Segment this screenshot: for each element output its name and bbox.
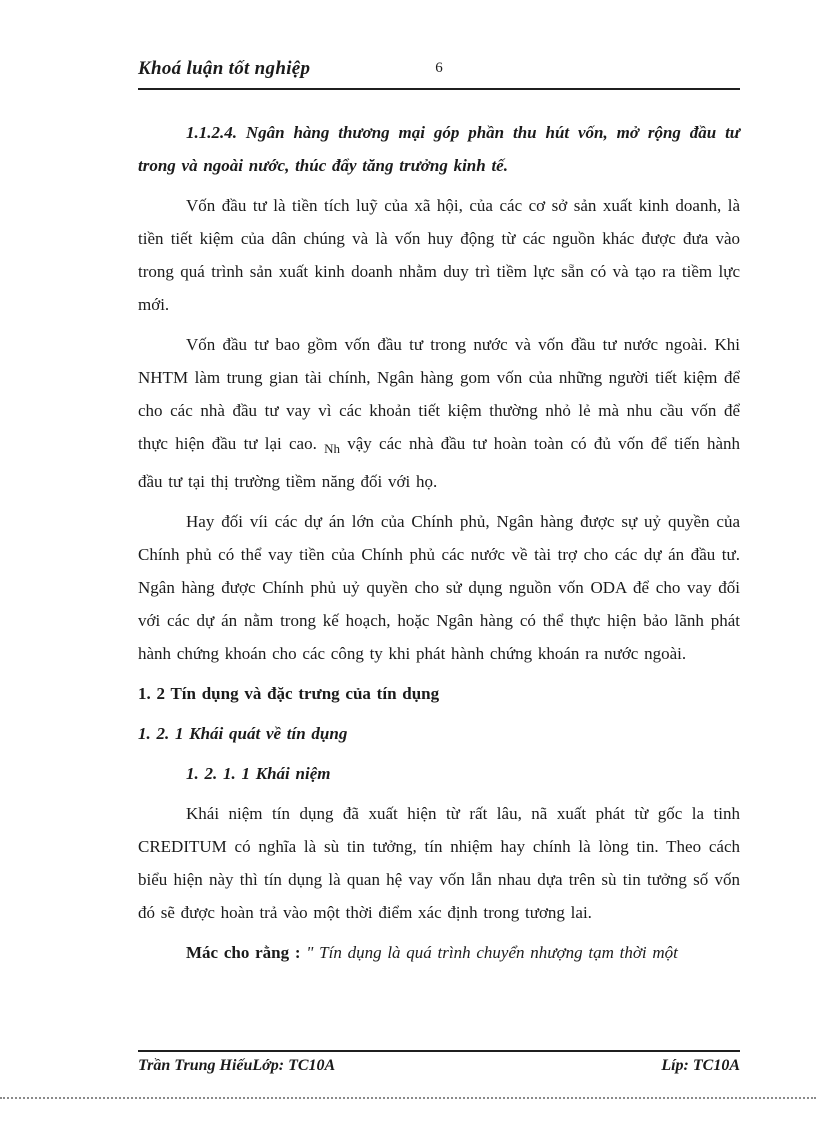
page-footer [138,1050,740,1075]
paragraph-text-before: Vốn đầu tư bao gồm vốn đầu tư trong nước và vốn đầu tư nước ngoài. Khi NHTM làm trung gian tài chính, Ngân hàng gom vốn của những người tiết kiệm để cho các nhà đầu tư vay vì các khoản tiết kiệm thường nhỏ lẻ mà nhu cầu vốn để thực hiện đầu tư lại cao. [138,335,740,453]
page-number: 6 [435,60,443,76]
heading-1-2-1-1: 1. 2. 1. 1 Khái niệm [186,764,331,783]
paragraph-quote-italic: " Tín dụng là quá trình chuyển nhượng tạm thời một [306,943,678,962]
footer-author: Trần Trung HiếuLớp: TC10A [138,1057,336,1074]
paragraph-khai-niem-tin-dung [138,797,740,929]
bottom-dotted-rule [0,1097,816,1099]
paragraph-lead-bold: Mác cho rằng : [186,943,307,962]
inline-small-text: Nh [324,441,340,456]
paragraph-von-dau-tu-dinh-nghia [138,189,740,321]
paragraph-du-an-chinh-phu [138,505,740,670]
paragraph-text: Khái niệm tín dụng đã xuất hiện từ rất lâu, nã xuất phát từ gốc la tinh CREDITUM có nghĩa là sù tin tưởng, tín nhiệm hay chính là lòng tin. Theo cách biểu hiện này thì tín dụng là quan hệ vay vốn lẫn nhau dựa trên sù tin tưởng số vốn đó sẽ được hoàn trả vào một thời điểm xác định trong tương lai. [138,804,740,922]
paragraph-text: Hay đối víi các dự án lớn của Chính phủ, Ngân hàng được sự uỷ quyền của Chính phủ có thể vay tiền của Chính phủ các nước về tài trợ cho các dự án đầu tư. Ngân hàng được Chính phủ uỷ quyền cho sử dụng nguồn vốn ODA để cho vay đối với các dự án nằm trong kế hoạch, hoặc Ngân hàng có thể thực hiện bảo lãnh phát hành chứng khoán cho các công ty khi phát hành chứng khoán ra nước ngoài. [138,512,740,663]
page-header [138,58,740,90]
heading-1-1-2-4: 1.1.2.4. Ngân hàng thương mại góp phần thu hút vốn, mở rộng đầu tư trong và ngoài nước, thúc đẩy tăng trưởng kinh tế. [138,123,740,175]
heading-1-2: 1. 2 Tín dụng và đặc trưng của tín dụng [138,684,440,703]
paragraph-von-dau-tu-bao-gom [138,328,740,498]
paragraph-text: Vốn đầu tư là tiền tích luỹ của xã hội, của các cơ sở sản xuất kinh doanh, là tiền tiết kiệm của dân chúng và là vốn huy động từ các nguồn khác được đưa vào trong quá trình sản xuất kinh doanh nhằm duy trì tiềm lực sẵn có và tạo ra tiềm lực mới. [138,196,740,314]
header-title: Khoá luận tốt nghiệp [138,58,311,79]
page-content [138,58,740,976]
footer-class: Líp: TC10A [661,1057,740,1074]
heading-1-2-1: 1. 2. 1 Khái quát về tín dụng [138,724,348,743]
document-body [138,116,740,969]
paragraph-text-after: vậy các nhà đầu tư hoàn toàn có đủ vốn để tiến hành đầu tư tại thị trường tiềm năng đối với họ. [138,434,740,491]
paragraph-mac-cho-rang [138,936,740,969]
